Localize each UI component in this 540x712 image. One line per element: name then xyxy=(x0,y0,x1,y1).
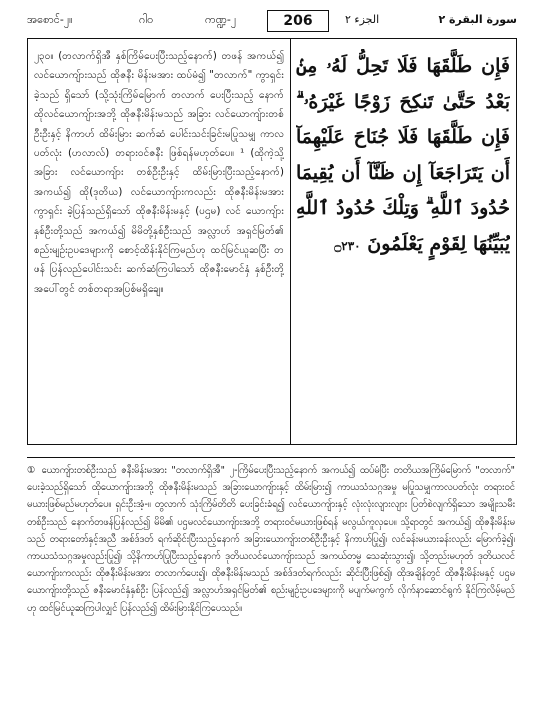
footnote-text: ① ယောကျ်ားတစ်ဦးသည် ဇနီးမိန်းမအား "တလာက်ရှိအီ" ၂-ကြိမ်ပေးပြီးသည့်နောက် အကယ်၍ ထပ်မံပြီး တတိယအကြိမ်မြောက် "တလာက်" ပေးခဲ့သည်ရှိသော် ထိုယောကျ်ားအဘို့ ထိုဇနီးမိန်းမသည် အခြားယောကျ်ားနှင့် ထိမ်းမြား၍ ကာယသံသဂ္ဂအမှု မပြုသမျှကာလပတ်လုံး တရားဝင်မယားဖြစ်မည်မဟုတ်ပေ။ ရှင်းဦးအံ့-။ တွလာက် သုံးကြိမ်တိတိ ပေးခြင်းခံရ၍ လင်ယောကျ်ားနှင့် လုံးလုံးလျားလျား ပြတ်စဲလျက်ရှိသော အမျိုးသမီးတစ်ဦးသည် နောက်တဖန်ပြန်လည်၍ မိမိ၏ ပဌမလင်ယောကျ်ားအဘို့ တရားဝင်မယားဖြစ်ရန် မလွယ်ကူလှပေ။ သို့ရာတွင် အကယ်၍ ထိုဇနီးမိန်းမသည် တရားတော်နှင့်အညီ အစ်ဒ်ဒတ် ရက်ဆိုင်းပြီးသည့်နောက် အခြားယောကျ်ားတစ်ဦးဦးနှင့် နိကာဟ်ပြု၍၊ လင်ခန်းမယားခန်းလည်း မြောက်ခဲ့၍၊ ကာယသံသဂ္ဂအမှုလည်းပြု၍၊ သို့နိကာဟ်ပြုပြီးသည့်နောက် ဒုတိယလင်ယောကျ်ားသည် အကယ်တမ္မ သေဆုံးသွား၍၊ သို့တည်းမဟုတ် ဒုတိယလင်ယောကျ်ားကလည်း ထိုဇနီးမိန်းမအား တလာက်ပေး၍၊ ထိုဇနီးမိန်းမသည် အစ်ဒ်ဒတ်ရက်လည်း ဆိုင်းပြီးဖြစ်၍၊ ထိုအချိန်တွင် ထိုဇနီးမိန်းမနှင့် ပဌမယောကျ်ားတို့သည် ဇနီးမောင်နှံနှစ်ဦး ပြန်လည်၍ အလ္လာဟ်အရှင်မြတ်၏ စည်းမျဉ်းဥပဒေများကို မပျက်မကွက် လိုက်နာဆောင်ရွက် နိုင်ကြလိမ့်မည်ဟု ထင်မြင်ယူဆကြပါလျှင် ပြန်လည်၍ ထိမ်းမြားနိုင်ကြပေသည်။ xyxy=(27,465,515,614)
header-volume: အစောင်-၂။ xyxy=(27,13,73,26)
page-header xyxy=(27,10,517,32)
ayah-number-marker: ۝٢٣٠ xyxy=(334,238,361,253)
page-number: 206 xyxy=(267,10,329,32)
header-section: ကဏ္ဍ-၂ xyxy=(205,13,237,26)
translation-column xyxy=(34,47,284,439)
arabic-verse: فَإِن طَلَّقَهَا فَلَا تَحِلُّ لَهُۥ مِنۢ بَعْدُ حَتَّىٰ تَنكِحَ زَوْجًا غَيْرَهُۥ ۗ فَإِن طَلَّقَهَا فَلَا جُنَاحَ عَلَيْهِمَآ أَن يَتَرَاجَعَآ إِن ظَنَّآ أَن يُقِيمَا حُدُودَ ٱللَّهِ ۗ وَتِلْكَ حُدُودُ ٱللَّهِ يُبَيِّنُهَا لِقَوْمٍ يَعْلَمُونَ xyxy=(296,55,510,255)
mushaf-page xyxy=(27,10,517,702)
translation-text: ၂၃၀။ (တလာက်ရှိအီ နှစ်ကြိမ်ပေးပြီးသည့်နောက်) တဖန် အကယ်၍ လင်ယောကျ်ားသည် ထိုဇနီး မိန်းမအား ထပ်မံ၍ "တလာက်" ကွာရှင်းခဲ့သည် ရှိသော် (သို့သုံးကြိမ်မြောက် တလာက် ပေးပြီးသည့် နောက် ထိုလင်ယောကျ်ားအဘို့ ထိုဇနီးမိန်းမသည် အခြား လင်ယောကျ်ားတစ်ဦးဦးနှင့် နိကာဟ် ထိမ်းမြား ဆက်ဆံ ပေါင်းသင်းခြင်းမပြုသမျှ ကာလပတ်လုံး (ဟလာလ်) တရားဝင်ဇနီး ဖြစ်ရန်မဟုတ်ပေ။ ¹ (ထိုကဲ့သို့ အခြား လင်ယောကျ်ား တစ်ဦးဦးနှင့် ထိမ်းမြားပြီးသည့်နောက်) အကယ်၍ ထို(ဒုတိယ) လင်ယောကျ်ားကလည်း ထိုဇနီးမိန်းမအား ကွာရှင်း ခဲ့ပြန်သည်ရှိသော် ထိုဇနီးမိန်းမနှင့် (ပဌမ) လင် ယောကျ်ားနှစ်ဦးတို့သည် အကယ်၍ မိမိတို့နှစ်ဦးသည် အလ္လာဟ် အရှင်မြတ်၏ စည်းမျဉ်းဥပဒေများကို စောင့်ထိန်းနိုင်ကြမည်ဟု ထင်မြင်ယူဆပြီး တဖန် ပြန်လည်ပေါင်းသင်း ဆက်ဆံကြပါသော် ထိုဇနီးမောင်နှံ နှစ်ဦးတို့အပေါ်တွင် တစ်တရာအပြစ်မရှိချေ။ xyxy=(34,51,284,295)
footnote-rule xyxy=(27,457,515,458)
header-juz-arabic: الجزء ٢ xyxy=(345,13,380,26)
header-juz-burmese: ဂါ၀ xyxy=(139,13,154,26)
column-divider xyxy=(290,39,291,444)
verse-frame xyxy=(27,38,517,445)
footnote xyxy=(27,462,515,700)
arabic-column xyxy=(296,49,510,429)
header-surah-name: سورة البقرة ٢ xyxy=(438,13,517,26)
